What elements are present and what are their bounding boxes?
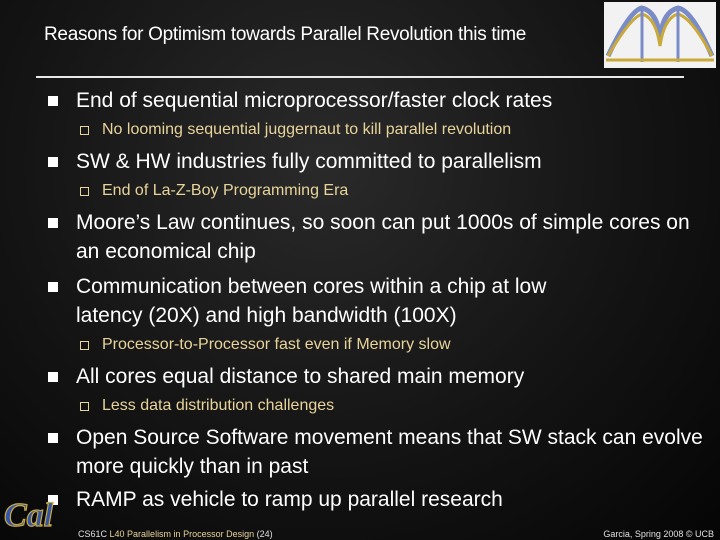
hollow-square-bullet-icon	[80, 341, 89, 350]
sub-bullet-item: No looming sequential juggernaut to kill parallel revolution	[46, 119, 706, 141]
svg-text:Cal: Cal	[4, 497, 54, 534]
bullet-item: All cores equal distance to shared main memory	[46, 362, 706, 391]
footer-credit: Garcia, Spring 2008 © UCB	[603, 529, 714, 539]
bridge-logo	[600, 0, 718, 70]
bullet-item: End of sequential microprocessor/faster clock rates	[46, 86, 706, 115]
sub-bullet-item: Processor-to-Processor fast even if Memory slow	[46, 334, 706, 356]
hollow-square-bullet-icon	[80, 402, 89, 411]
bullet-list	[46, 84, 706, 514]
square-bullet-icon	[48, 218, 58, 228]
slide-title: Reasons for Optimism towards Parallel Revolution this time	[44, 24, 527, 45]
cal-logo	[2, 488, 70, 536]
bullet-item: Moore’s Law continues, so soon can put 1000s of simple cores on an economical chip	[46, 208, 706, 266]
square-bullet-icon	[48, 96, 58, 106]
sub-bullet-item: Less data distribution challenges	[46, 395, 706, 417]
sub-bullet-item: End of La-Z-Boy Programming Era	[46, 180, 706, 202]
bullet-item: RAMP as vehicle to ramp up parallel research	[46, 485, 706, 514]
square-bullet-icon	[48, 282, 58, 292]
square-bullet-icon	[48, 372, 58, 382]
bullet-item: Open Source Software movement means that SW stack can evolve more quickly than in past	[46, 423, 706, 481]
title-rule	[36, 76, 684, 78]
bullet-item: Communication between cores within a chip at low latency (20X) and high bandwidth (100X)	[46, 272, 706, 330]
footer-course: CS61C L40 Parallelism in Processor Design (24)	[78, 529, 273, 539]
hollow-square-bullet-icon	[80, 187, 89, 196]
hollow-square-bullet-icon	[80, 126, 89, 135]
bullet-item: SW & HW industries fully committed to parallelism	[46, 147, 706, 176]
square-bullet-icon	[48, 157, 58, 167]
square-bullet-icon	[48, 433, 58, 443]
